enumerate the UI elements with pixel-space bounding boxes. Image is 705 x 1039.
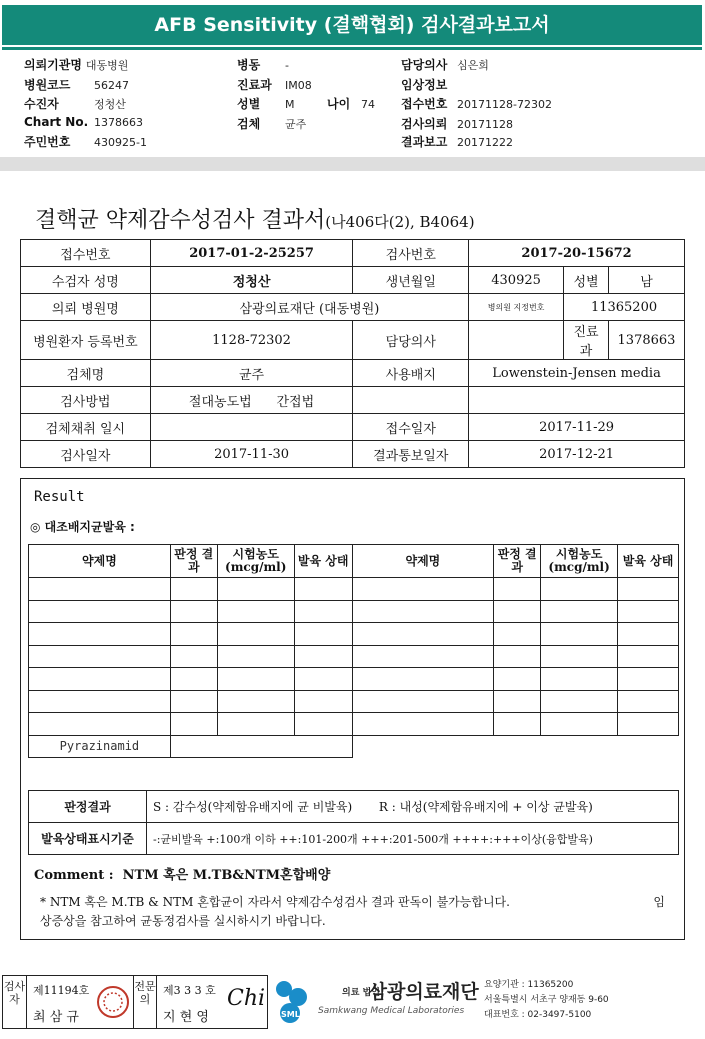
cell-label: 수검자 성명 <box>21 267 151 294</box>
method-absolute: 절대농도법 <box>188 394 252 410</box>
cell-label: 진료과 <box>564 321 609 360</box>
info-label: 결과보고 <box>401 135 448 149</box>
document-title <box>35 203 475 234</box>
cell-label: 의뢰 병원명 <box>21 294 151 321</box>
info-label: 성별 <box>237 97 261 111</box>
tester-name: 최 삼 규 <box>33 1010 79 1025</box>
cell-label: 병원환자 등록번호 <box>21 321 151 360</box>
addr-line: 요양기관 : 11365200 <box>484 980 574 990</box>
legend-r: R : 내성(약제함유배지에 + 이상 균발육) <box>378 800 593 814</box>
info-label: 나이 <box>327 97 351 111</box>
cell-value: 남 <box>608 267 684 294</box>
info-label: 진료과 <box>237 78 272 92</box>
info-label: 담당의사 <box>401 58 448 72</box>
table-row <box>29 623 679 646</box>
legend-s: S : 감수성(약제함유배지에 균 비발육) <box>153 800 353 814</box>
cell-label: 생년월일 <box>353 267 469 294</box>
col-header-conc: 시험농도 (mcg/ml) <box>217 545 294 578</box>
col-header-drug: 약제명 <box>352 545 494 578</box>
info-label: 수진자 <box>24 97 59 111</box>
info-label: 검사의뢰 <box>401 117 448 131</box>
cell-label: 검사번호 <box>353 240 469 267</box>
document-title-text: 결핵균 약제감수성검사 결과서 <box>35 208 326 233</box>
info-value: 균주 <box>285 118 307 131</box>
table-row <box>21 441 685 468</box>
info-chart <box>24 115 143 129</box>
info-value: 56247 <box>94 79 129 92</box>
addr-line: 서울특별시 서초구 양재동 9-60 <box>484 995 609 1005</box>
info-accession <box>401 95 552 112</box>
specialist-license: 제3 3 3 호 <box>163 984 216 997</box>
addr-line: 대표번호 : 02-3497-5100 <box>484 1010 592 1020</box>
table-row <box>29 645 679 668</box>
cell-value: 11365200 <box>564 294 685 321</box>
col-header-drug: 약제명 <box>29 545 171 578</box>
legend-judge-value <box>147 791 679 823</box>
comment-text: NTM 혹은 M.TB&NTM혼합배양 <box>122 868 331 883</box>
info-report <box>401 133 513 150</box>
company-address <box>484 978 609 1023</box>
legend-growth-value: -:균비발육 +:100개 이하 ++:101-200개 +++:201-500개 ++++:+++이상(융합발육) <box>147 823 679 855</box>
cell-value <box>469 321 564 360</box>
col-header-judge: 판정 결과 <box>494 545 541 578</box>
method-indirect: 간접법 <box>276 394 315 410</box>
cell-label: 접수일자 <box>353 414 469 441</box>
cell-value: 1378663 <box>608 321 684 360</box>
info-rrn <box>24 133 147 150</box>
separator-band <box>0 157 705 171</box>
table-header-row <box>29 545 679 578</box>
drug-result-table <box>28 544 679 758</box>
table-row <box>21 267 685 294</box>
signature-mark: Chi <box>227 986 266 1011</box>
cell-value: 2017-12-21 <box>469 441 685 468</box>
info-label: 병원코드 <box>24 78 71 92</box>
cell-label: 사용배지 <box>353 360 469 387</box>
cell-value: 2017-20-15672 <box>469 240 685 267</box>
cell-label: 접수번호 <box>21 240 151 267</box>
info-label: 임상정보 <box>401 78 448 92</box>
info-value: - <box>285 59 289 72</box>
table-row <box>21 414 685 441</box>
cell-value: 정청산 <box>150 267 353 294</box>
cell-label: 검체명 <box>21 360 151 387</box>
info-patient <box>24 95 126 112</box>
table-row <box>29 578 679 601</box>
info-dept <box>237 76 312 93</box>
table-row <box>29 713 679 736</box>
result-label: Result <box>34 489 85 505</box>
cell-value: 2017-11-30 <box>150 441 353 468</box>
info-sex <box>237 95 295 112</box>
table-row <box>21 240 685 267</box>
legend-table <box>28 790 679 855</box>
table-row <box>29 735 679 758</box>
header-divider <box>2 47 702 50</box>
table-row <box>21 360 685 387</box>
info-label: 병동 <box>237 58 261 72</box>
cell-value: 430925 <box>469 267 564 294</box>
cell-label: 성별 <box>564 267 609 294</box>
sml-logo-text: SML <box>281 1010 300 1019</box>
legend-growth-label: 발육상태표시기준 <box>29 823 147 855</box>
comment <box>34 864 330 883</box>
company-prefix: 의료 법인 <box>342 987 380 998</box>
specialist-name: 지 현 영 <box>163 1010 209 1025</box>
cell-value: 삼광의료재단 (대동병원) <box>150 294 468 321</box>
info-label: Chart No. <box>24 115 89 129</box>
col-header-conc: 시험농도 (mcg/ml) <box>541 545 618 578</box>
table-row <box>29 791 679 823</box>
specialist-vertical-label: 전문의 <box>133 976 157 1028</box>
info-value: M <box>285 98 295 111</box>
table-row <box>21 321 685 360</box>
document-title-suffix: (나406다(2), B4064) <box>325 213 475 231</box>
cell-value: 1128-72302 <box>150 321 353 360</box>
cell-label: 검사일자 <box>21 441 151 468</box>
info-value: 정청산 <box>94 98 126 111</box>
info-age <box>327 95 375 112</box>
comment-note-line2: 상증상을 참고하여 균동정검사를 실시하시기 바랍니다. <box>40 914 326 928</box>
signature-footer <box>2 975 268 1029</box>
info-label: 의뢰기관명 <box>24 58 82 72</box>
cell-value: 2017-11-29 <box>469 414 685 441</box>
info-ward <box>237 56 289 73</box>
info-clinical <box>401 76 457 93</box>
col-header-judge: 판정 결과 <box>170 545 217 578</box>
cell-label: 담당의사 <box>353 321 469 360</box>
cell-label: 검체채취 일시 <box>21 414 151 441</box>
info-hospital <box>24 56 128 73</box>
comment-note <box>40 893 665 931</box>
cell-value: 2017-01-2-25257 <box>150 240 353 267</box>
info-value: 20171128 <box>457 118 513 131</box>
company-name-en: Samkwang Medical Laboratories <box>318 1006 465 1016</box>
col-header-growth: 발육 상태 <box>618 545 679 578</box>
info-code <box>24 76 129 93</box>
info-value: 1378663 <box>94 116 143 129</box>
comment-label: Comment : <box>34 868 114 883</box>
info-value: 심은희 <box>457 59 489 72</box>
info-request <box>401 115 513 132</box>
info-label: 검체 <box>237 117 261 131</box>
company-name <box>342 977 479 1004</box>
sml-logo-icon <box>272 977 312 1025</box>
legend-judge-label: 판정결과 <box>29 791 147 823</box>
info-value: 430925-1 <box>94 136 147 149</box>
cell-label: 검사방법 <box>21 387 151 414</box>
cell-label: 결과통보일자 <box>353 441 469 468</box>
cell-value <box>150 414 353 441</box>
table-row <box>29 600 679 623</box>
cell-label: 병의원 지정번호 <box>469 294 564 321</box>
company-name-text: 삼광의료재단 <box>368 981 479 1003</box>
tester-license: 제11194호 <box>33 984 90 997</box>
cell-value: 균주 <box>150 360 353 387</box>
table-row <box>29 690 679 713</box>
info-value: 20171222 <box>457 136 513 149</box>
table-row <box>29 823 679 855</box>
drug-pyrazinamid: Pyrazinamid <box>29 735 171 758</box>
cell-value <box>150 387 353 414</box>
table-row <box>21 387 685 414</box>
info-doctor <box>401 56 489 73</box>
control-growth-label: ◎ 대조배지균발육 : <box>30 520 135 534</box>
info-specimen <box>237 115 306 132</box>
report-title: AFB Sensitivity (결핵협회) 검사결과보고서 <box>2 5 702 45</box>
tester-vertical-label: 검사자 <box>3 976 27 1028</box>
comment-note-line1: * NTM 혹은 M.TB & NTM 혼합균이 자라서 약제감수성검사 결과 판독이 불가능합니다. <box>40 895 510 909</box>
table-row <box>21 294 685 321</box>
col-header-growth: 발육 상태 <box>294 545 352 578</box>
comment-note-tail: 임 <box>653 895 665 909</box>
info-value: 20171128-72302 <box>457 98 552 111</box>
seal-icon <box>95 982 131 1022</box>
info-value: 대동병원 <box>85 59 129 72</box>
cell-value: Lowenstein-Jensen media <box>469 360 685 387</box>
specimen-info-table <box>20 239 685 468</box>
info-label: 주민번호 <box>24 135 71 149</box>
info-label: 접수번호 <box>401 97 448 111</box>
info-value: IM08 <box>285 79 312 92</box>
info-value: 74 <box>361 98 375 111</box>
table-row <box>29 668 679 691</box>
